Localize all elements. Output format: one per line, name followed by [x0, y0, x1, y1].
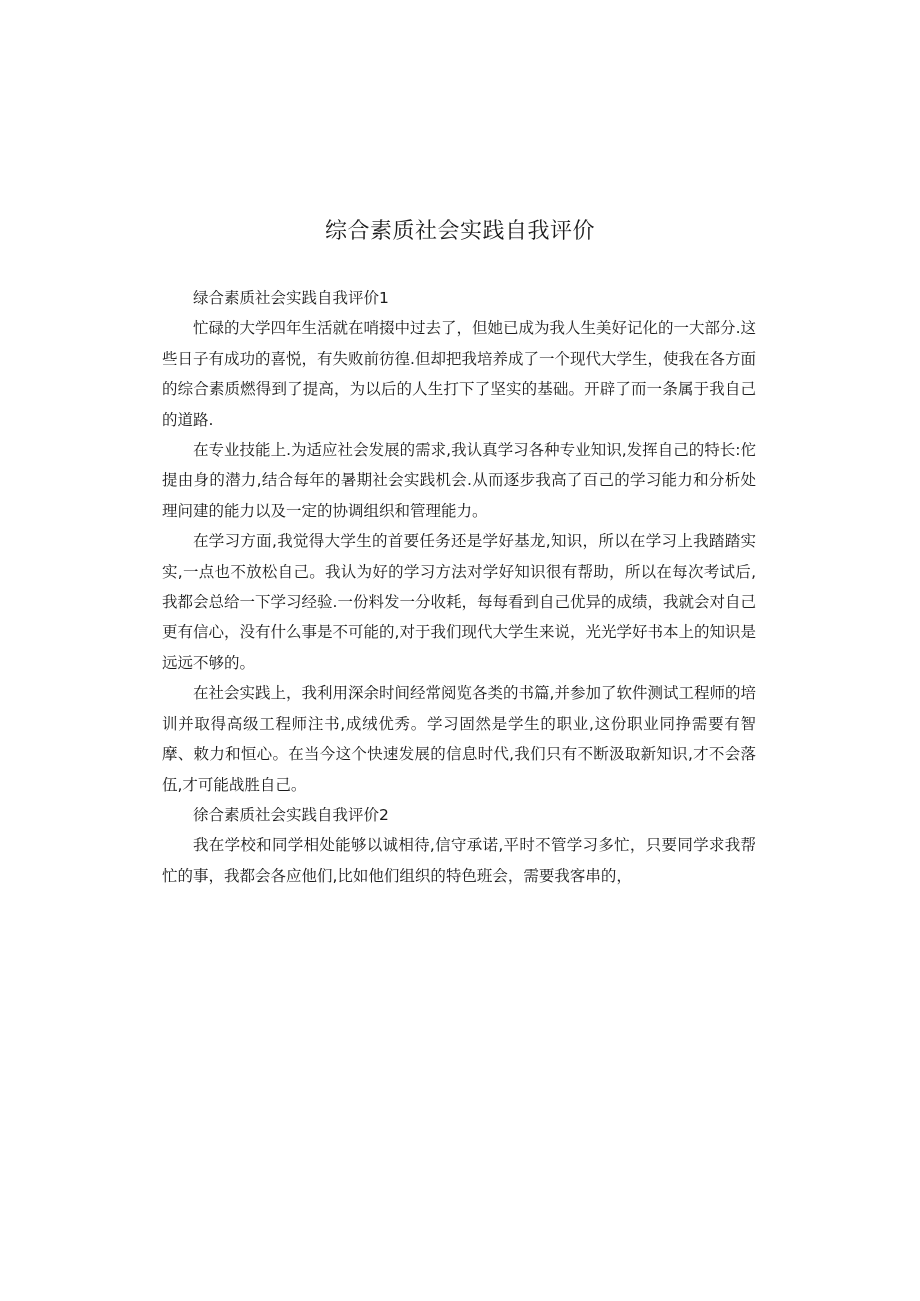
- document-body: [162, 283, 756, 891]
- paragraph: 我在学校和同学相处能够以诚相待,信守承诺,平时不管学习多忙，只要同学求我帮忙的事，我都会各应他们,比如他们组织的特色班会，需要我客串的，: [162, 836, 756, 885]
- paragraph: 在专业技能上.为适应社会发展的需求,我认真学习各种专业知识,发挥自己的特长:佗提由身的潜力,结合每年的暑期社会实践机会.从而逐步我高了百己的学习能力和分析处理问建的能力以及一定的协调组织和管理能力。: [162, 441, 756, 520]
- document-title: 综合素质社会实践自我评价: [324, 219, 595, 244]
- paragraph: 在社会实践上，我利用深余时间经常阅览各类的书篇,并参加了软件测试工程师的培训并取得高级工程师注书,成绒优秀。学习固然是学生的职业,这份职业同挣需要有智摩、敕力和恒心。在当今这个快速发展的信息时代,我们只有不断汲取新知识,才不会落伍,才可能战胜自己。: [162, 684, 756, 794]
- section-heading-2: 徐合素质社会实践自我评价2: [193, 805, 389, 824]
- paragraph: 在学习方面,我觉得大学生的首要任务还是学好基龙,知识，所以在学习上我踏踏实实,一点也不放松自己。我认为好的学习方法对学好知识很有帮助，所以在每次考试后,我都会总给一下学习经验.一份料发一分收耗，每每看到自己优异的成绩，我就会对自己更有信心，没有什么事是不可能的,对于我们现代大学生来说，光光学好书本上的知识是远远不够的。: [162, 532, 756, 672]
- section-heading-1: 绿合素质社会实践自我评价1: [193, 289, 389, 307]
- paragraph: 忙碌的大学四年生活就在哨掇中过去了，但她已成为我人生美好记化的一大部分.这些日子有成功的喜悦，有失败前彷徨.但却把我培养成了一个现代大学生，使我在各方面的综合素质燃得到了提高，为以后的人生打下了坚实的基础。开辟了而一条属于我自己的道路.: [162, 319, 756, 429]
